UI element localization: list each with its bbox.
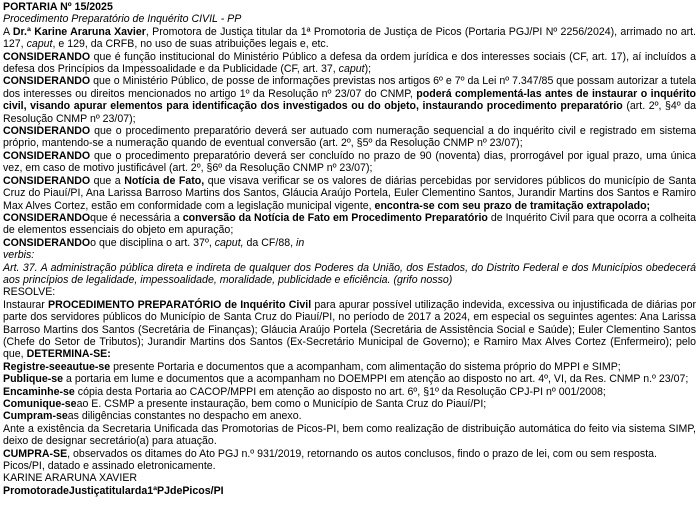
considerando-paragraph: CONSIDERANDOo que disciplina o art. 37º, caput, da CF/88, in: [3, 236, 305, 249]
encaminhe-item: Encaminhe-se cópia desta Portaria ao CACOP/MPPI em atenção ao disposto no art. 6º, §1º da Resolução CPJ-PI nº 001/2008;: [3, 385, 606, 398]
local-date: Picos/PI, datado e assinado eletronicamente.: [3, 460, 216, 473]
instaurar-paragraph: Instaurar PROCEDIMENTO PREPARATÓRIO de Inquérito Civil para apurar possível utilização indevida, excessiva ou injustificada de diárias por parte dos servidores públicos do Município de Santa Cruz do Piauí/PI, no período de 2017 a 2024, em especial os seguintes agentes: Ana Larissa Barroso Martins dos Santos (Secretária de Finanças); Gláucia Araújo Portela (Secretária de Assistência Social e Saúde); Euler Clementino Santos (Chefe do Setor de Tributos); Jurandir Martins dos Santos (Ex-Secretário Municipal de Governo); e Ramiro Max Alves Cortez (Enfermeiro); pelo que, DETERMINA-SE:: [3, 298, 696, 361]
promotora-name: Dr.ª Karine Araruna Xavier: [12, 25, 146, 38]
considerando-paragraph: CONSIDERANDO que é função institucional do Ministério Público a defesa da ordem jurídica e dos interesses sociais (CF, art. 17), aí incluídos a defesa dos Princípios da Impessoalidade e da Publicidade (CF, art. 37, caput);: [3, 50, 696, 76]
considerando-paragraph: CONSIDERANDOque é necessária a conversão da Notícia de Fato em Procedimento Preparatório de Inquérito Civil para que ocorra a colheita de elementos essenciais do objeto em apuração;: [3, 211, 696, 237]
considerando-paragraph: CONSIDERANDO que o procedimento preparatório deverá ser autuado com numeração sequencial a do inquérito civil e registrado em sistema próprio, mantendo-se a numeração quando de eventual conversão (art. 2º, §5º da Resolução CNMP nº 23/07);: [3, 125, 696, 150]
verbis-label: verbis:: [3, 249, 35, 262]
art37-quote: Art. 37. A administração pública direta e indireta de qualquer dos Poderes da União, dos Estados, do Distrito Federal e dos Municípios obedecerá aos princípios de legalidade, impessoalidade, moralidade, publicidade e eficiência. (grifo nosso): [3, 261, 696, 286]
resolve-heading: RESOLVE:: [3, 286, 56, 299]
considerando-paragraph: CONSIDERANDO que a Notícia de Fato, que visava verificar se os valores de diárias percebidas por servidores públicos do município de Santa Cruz do Piauí/PI, Ana Larissa Barroso Martins dos Santos, Gláucia Araújo Portela, Euler Clementino Santos, Jurandir Martins dos Santos e Ramiro Max Alves Cortez, estão em conformidade com a legislação municipal vigente, encontra-se com seu prazo de tramitação extrapolado;: [3, 174, 696, 212]
portaria-subtitle: Procedimento Preparatório de Inquérito CIVIL - PP: [3, 13, 242, 26]
publique-item: Publique-se a portaria em lume e documentos que a acompanham no DOEMPPI em atenção ao disposto no art. 4º, VI, da Res. CNMP n.º 23/07;: [3, 373, 689, 386]
signature-role: PromotoradeJustiçatitularda1ªPJdePicos/PI: [3, 484, 224, 497]
registre-item: Registre-seeautue-se presente Portaria e documentos que a acompanham, com alimentação do sistema próprio do MPPI e SIMP;: [3, 360, 621, 373]
comunique-item: Comunique-seao E. CSMP a presente instauração, bem como o Município de Santa Cruz do Piauí/PI;: [3, 398, 487, 410]
considerando-paragraph: CONSIDERANDO que o procedimento preparatório deverá ser concluído no prazo de 90 (noventa) dias, prorrogável por igual prazo, uma única vez, em caso de motivo justificável (art. 2º, §6º da Resolução CNMP nº 23/07);: [3, 149, 696, 175]
intro-paragraph: A Dr.ª Karine Araruna Xavier, Promotora de Justiça titular da 1ª Promotoria de Justiça de Picos (Portaria PGJ/PI Nº 2256/2024), arrimado no art. 127, caput, e 129, da CRFB, no uso de suas atribuições legais e, etc.: [3, 25, 696, 51]
secretaria-paragraph: Ante a existência da Secretaria Unificada das Promotorias de Picos-PI, bem como realização de distribuição automática do feito via sistema SIMP, deixo de designar secretário(a) para atuação.: [3, 422, 696, 448]
portaria-title: PORTARIA Nº 15/2025: [3, 1, 113, 13]
considerando-paragraph: CONSIDERANDO que o Ministério Público, de posse de informações previstas nos artigos 6º e 7º da Lei nº 7.347/85 que possam autorizar a tutela dos interesses ou direitos mencionados no artigo 1º da Resolução nº 23/07 do CNMP, poderá complementá-las antes de instaurar o inquérito civil, visando apurar elementos para identificação dos investigados ou do objeto, instaurando procedimento preparatório (art. 2º, §4º da Resolução CNMP nº 23/07);: [3, 75, 696, 125]
cumpram-item: Cumpram-seas diligências constantes no despacho em anexo.: [3, 410, 302, 423]
signature-name: KARINE ARARUNA XAVIER: [3, 472, 138, 485]
cumpra-se-paragraph: CUMPRA-SE, observados os ditames do Ato PGJ n.º 931/2019, retornando os autos conclusos, findo o prazo de lei, com ou sem resposta.: [3, 447, 657, 460]
